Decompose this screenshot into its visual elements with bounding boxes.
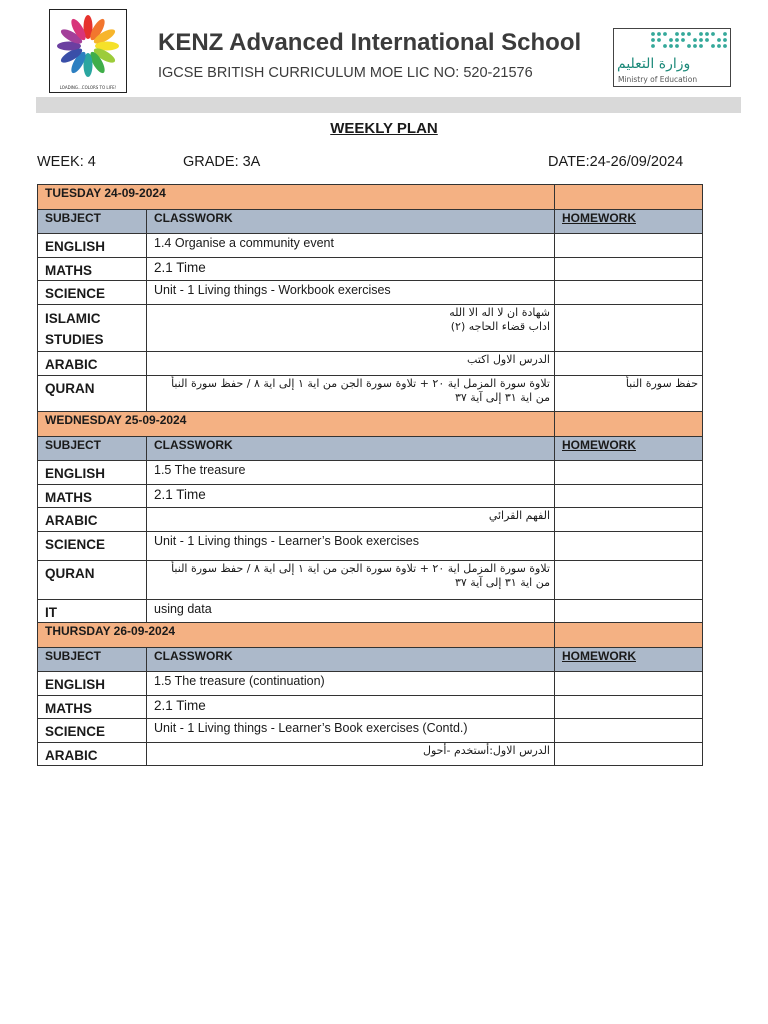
homework-cell: [555, 672, 703, 696]
classwork-cell: تلاوة سورة المزمل اية ٢٠ + تلاوة سورة الجن من اية ١ إلى اية ٨ / حفظ سورة النبأ من اية ٣١ إلى آية ٣٧: [147, 560, 555, 599]
subject-cell: SCIENCE: [38, 281, 147, 305]
subject-cell: MATHS: [38, 257, 147, 281]
subject-cell: SCIENCE: [38, 531, 147, 560]
column-header-row: [38, 437, 703, 461]
ministry-english-name: Ministry of Education: [618, 75, 698, 84]
date-label: DATE:24-26/09/2024: [548, 154, 684, 170]
homework-header: HOMEWORK: [555, 210, 703, 234]
table-row: [38, 461, 703, 485]
classwork-cell: 1.5 The treasure: [147, 461, 555, 485]
ministry-arabic-name: وزارة التعليم: [617, 56, 691, 72]
logo-dot: [699, 32, 703, 36]
table-row: [38, 234, 703, 258]
logo-tagline: LOADING...COLORS TO LIFE!: [59, 85, 117, 90]
classwork-cell: Unit - 1 Living things - Learner’s Book exercises (Contd.): [147, 719, 555, 743]
day-header-blank: [555, 412, 703, 437]
classwork-cell: 2.1 Time: [147, 257, 555, 281]
table-row: [38, 742, 703, 766]
table-row: [38, 599, 703, 623]
school-name: KENZ Advanced International School: [158, 29, 582, 56]
classwork-header: CLASSWORK: [147, 437, 555, 461]
classwork-cell: الدرس الاول اكتب: [147, 352, 555, 376]
logo-dot: [675, 32, 679, 36]
homework-cell: [555, 461, 703, 485]
day-title: WEDNESDAY 25-09-2024: [38, 412, 555, 437]
table-row: [38, 560, 703, 599]
week-label: WEEK: 4: [37, 154, 96, 170]
subject-cell: ARABIC: [38, 742, 147, 766]
homework-cell: [555, 719, 703, 743]
plan-title: WEEKLY PLAN: [330, 120, 438, 137]
subject-cell: QURAN: [38, 376, 147, 412]
logo-dot: [711, 44, 715, 48]
day-header-blank: [555, 185, 703, 210]
logo-dot: [705, 32, 709, 36]
classwork-cell: 1.5 The treasure (continuation): [147, 672, 555, 696]
homework-cell: [555, 484, 703, 508]
logo-dot: [687, 32, 691, 36]
homework-header: HOMEWORK: [555, 437, 703, 461]
homework-cell: [555, 742, 703, 766]
day-title: TUESDAY 24-09-2024: [38, 185, 555, 210]
classwork-cell: Unit - 1 Living things - Workbook exercises: [147, 281, 555, 305]
homework-cell: [555, 281, 703, 305]
logo-dot: [663, 32, 667, 36]
subject-header: SUBJECT: [38, 648, 147, 672]
subject-cell: IT: [38, 599, 147, 623]
logo-dot: [705, 38, 709, 42]
logo-dot: [717, 38, 721, 42]
logo-dot: [681, 38, 685, 42]
logo-dot: [675, 44, 679, 48]
logo-dot: [699, 38, 703, 42]
table-row: [38, 352, 703, 376]
column-header-row: [38, 648, 703, 672]
logo-dot: [657, 38, 661, 42]
day-header-row: [38, 623, 703, 648]
logo-dot: [723, 38, 727, 42]
subject-header: SUBJECT: [38, 210, 147, 234]
dots-pattern-icon: [650, 31, 730, 53]
homework-cell: [555, 257, 703, 281]
classwork-cell: Unit - 1 Living things - Learner’s Book exercises: [147, 531, 555, 560]
subject-cell: ISLAMIC STUDIES: [38, 304, 147, 352]
table-row: [38, 672, 703, 696]
table-row: [38, 719, 703, 743]
day-title: THURSDAY 26-09-2024: [38, 623, 555, 648]
classwork-cell: الدرس الاول:أستخدم -أحول: [147, 742, 555, 766]
logo-dot: [651, 44, 655, 48]
logo-dot: [663, 44, 667, 48]
logo-dot: [723, 32, 727, 36]
homework-cell: حفظ سورة النبأ: [555, 376, 703, 412]
ministry-logo: [613, 28, 731, 87]
day-header-row: [38, 185, 703, 210]
classwork-cell: شهادة ان لا اله الا الله اداب قضاء الحاجه (٢): [147, 304, 555, 352]
logo-dot: [669, 44, 673, 48]
homework-cell: [555, 304, 703, 352]
homework-cell: [555, 352, 703, 376]
logo-dot: [669, 38, 673, 42]
logo-dot: [657, 32, 661, 36]
subject-cell: MATHS: [38, 695, 147, 719]
classwork-header: CLASSWORK: [147, 210, 555, 234]
logo-dot: [717, 44, 721, 48]
subject-cell: QURAN: [38, 560, 147, 599]
homework-cell: [555, 234, 703, 258]
classwork-cell: 2.1 Time: [147, 484, 555, 508]
day-header-blank: [555, 623, 703, 648]
grade-label: GRADE: 3A: [183, 154, 261, 170]
homework-cell: [555, 531, 703, 560]
classwork-header: CLASSWORK: [147, 648, 555, 672]
homework-cell: [555, 599, 703, 623]
homework-header: HOMEWORK: [555, 648, 703, 672]
table-row: [38, 531, 703, 560]
classwork-cell: الفهم القرائي: [147, 508, 555, 532]
table-row: [38, 484, 703, 508]
subject-cell: SCIENCE: [38, 719, 147, 743]
header-divider: [36, 97, 741, 113]
logo-dot: [699, 44, 703, 48]
curriculum-license: IGCSE BRITISH CURRICULUM MOE LIC NO: 520-21576: [158, 65, 533, 81]
logo-dot: [723, 44, 727, 48]
classwork-cell: using data: [147, 599, 555, 623]
table-row: [38, 376, 703, 412]
logo-dot: [675, 38, 679, 42]
subject-cell: ENGLISH: [38, 672, 147, 696]
table-row: [38, 257, 703, 281]
logo-dot: [681, 32, 685, 36]
logo-dot: [651, 38, 655, 42]
classwork-cell: 1.4 Organise a community event: [147, 234, 555, 258]
color-wheel-icon: [54, 12, 122, 80]
homework-cell: [555, 695, 703, 719]
classwork-cell: تلاوة سورة المزمل اية ٢٠ + تلاوة سورة الجن من اية ١ إلى اية ٨ / حفظ سورة النبأ من اية ٣١ إلى آية ٣٧: [147, 376, 555, 412]
school-logo: [49, 9, 127, 93]
subject-cell: MATHS: [38, 484, 147, 508]
table-row: [38, 508, 703, 532]
column-header-row: [38, 210, 703, 234]
weekly-plan-table: [37, 184, 703, 766]
classwork-cell: 2.1 Time: [147, 695, 555, 719]
table-row: [38, 304, 703, 352]
subject-cell: ENGLISH: [38, 461, 147, 485]
table-row: [38, 281, 703, 305]
logo-dot: [693, 44, 697, 48]
logo-dot: [687, 44, 691, 48]
subject-cell: ARABIC: [38, 508, 147, 532]
subject-cell: ENGLISH: [38, 234, 147, 258]
subject-cell: ARABIC: [38, 352, 147, 376]
logo-dot: [651, 32, 655, 36]
logo-dot: [711, 32, 715, 36]
subject-header: SUBJECT: [38, 437, 147, 461]
day-header-row: [38, 412, 703, 437]
table-row: [38, 695, 703, 719]
logo-dot: [693, 38, 697, 42]
homework-cell: [555, 508, 703, 532]
homework-cell: [555, 560, 703, 599]
